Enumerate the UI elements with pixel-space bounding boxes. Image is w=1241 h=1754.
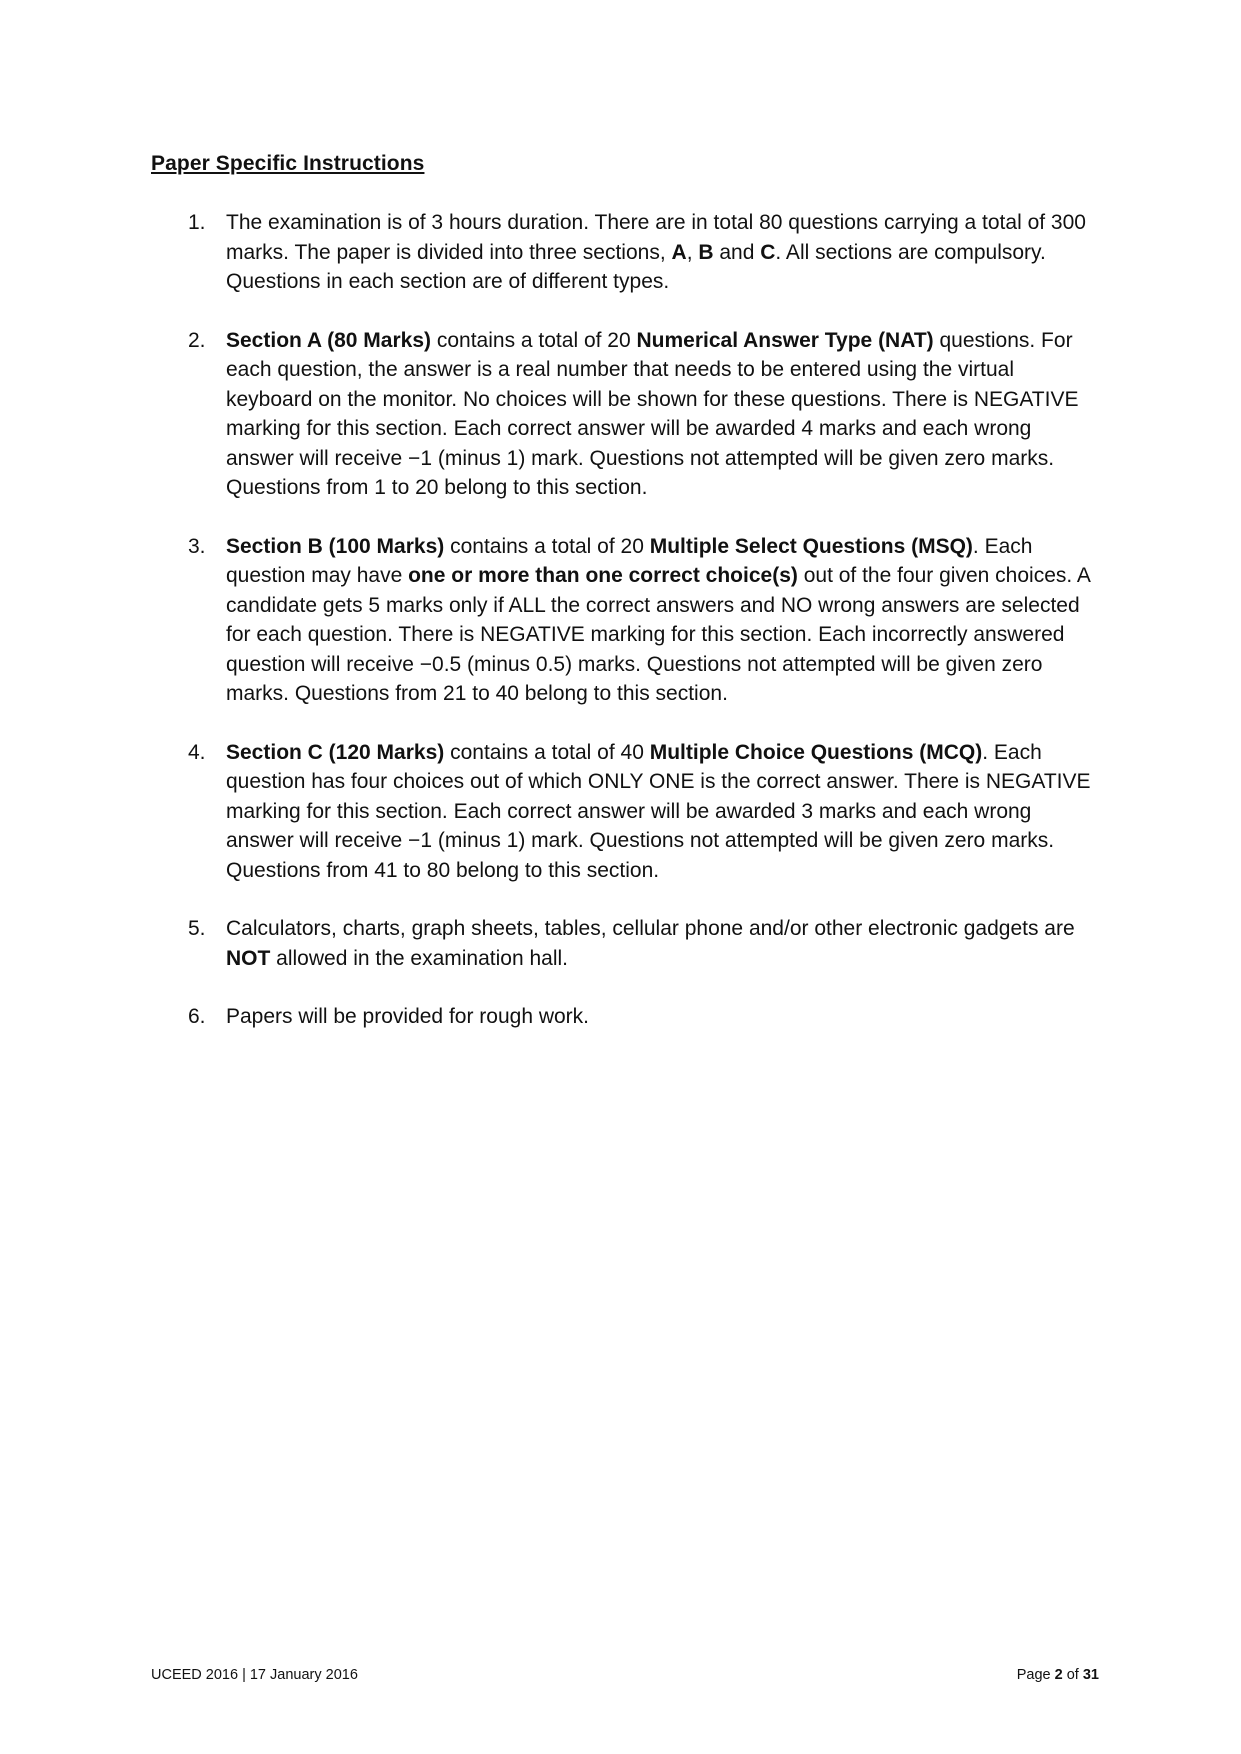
text-run: contains a total of 20 [444, 534, 650, 558]
bold-text: NOT [226, 946, 271, 970]
text-run: out of the four given choices. A candidate gets 5 marks only if ALL the correct answers and NO wrong answers are selected for each question. There is NEGATIVE marking for this section. Each incorrectly answered question will receive −0.5 (minus 0.5) marks. Questions not attempted will be given zero marks. Questions from 21 to 40 belong to this section. [226, 564, 1090, 705]
instruction-list [151, 208, 1103, 1061]
instruction-item [151, 914, 1103, 973]
bold-text: Numerical Answer Type (NAT) [636, 328, 934, 352]
bold-text: C [760, 240, 776, 264]
text-run: allowed in the examination hall. [270, 946, 569, 970]
instruction-text [226, 917, 1075, 970]
text-run: Papers will be provided for rough work. [226, 1005, 590, 1028]
text-run: contains a total of 40 [444, 740, 650, 764]
instruction-item [151, 532, 1103, 709]
instruction-text [226, 211, 1086, 293]
text-run: . All sections are compulsory. Questions in each section are of different types. [226, 240, 1046, 293]
instruction-text [226, 1005, 589, 1028]
instruction-number: 6. [188, 1005, 206, 1028]
instruction-text [226, 329, 1078, 500]
bold-text: Multiple Select Questions (MSQ) [649, 534, 973, 558]
instruction-number: 1. [188, 211, 206, 234]
text-run: The examination is of 3 hours duration. There are in total 80 questions carrying a total of 300 marks. The paper is divided into three sections, [226, 211, 1086, 264]
bold-text: Section B (100 Marks) [226, 534, 445, 558]
bold-text: Section C (120 Marks) [226, 740, 445, 764]
instruction-number: 5. [188, 917, 206, 940]
instruction-number: 2. [188, 328, 206, 352]
text-run: . Each question has four choices out of which ONLY ONE is the correct answer. There is NEGATIVE marking for this section. Each correct answer will be awarded 3 marks and each wrong answer will receive −1 (minus 1) mark. Questions not attempted will be given zero marks. Questions from 41 to 80 belong to this section. [226, 740, 1091, 882]
instruction-item [151, 738, 1103, 886]
footer-exam-date: UCEED 2016 | 17 January 2016 [151, 1667, 358, 1683]
text-run: . Each question may have [226, 534, 1033, 587]
text-run: contains a total of 20 [431, 328, 637, 352]
page-title: Paper Specific Instructions [151, 152, 425, 175]
bold-text: one or more than one correct choice(s) [408, 564, 798, 587]
footer-page-number [1017, 1667, 1099, 1683]
text-run: and [713, 240, 761, 264]
bold-text: A [671, 240, 687, 264]
instruction-text [226, 535, 1090, 706]
text-run: , [686, 240, 699, 264]
bold-text: Section A (80 Marks) [226, 328, 432, 352]
instruction-number: 3. [188, 534, 206, 558]
instruction-item [151, 208, 1103, 297]
page-of: of [1062, 1667, 1083, 1683]
text-run: questions. For each question, the answer is a real number that needs to be entered using the virtual keyboard on the monitor. No choices will be shown for these questions. There is NEGATIVE marking for this section. Each correct answer will be awarded 4 marks and each wrong answer will receive −1 (minus 1) mark. Questions not attempted will be given zero marks. Questions from 1 to 20 belong to this section. [226, 328, 1079, 499]
instruction-item [151, 1002, 1103, 1032]
page-current: 2 [1054, 1667, 1063, 1683]
text-run: Calculators, charts, graph sheets, tables, cellular phone and/or other electronic gadgets are [226, 917, 1075, 940]
page-label: Page [1016, 1667, 1055, 1683]
page-total: 31 [1082, 1667, 1099, 1683]
bold-text: B [698, 240, 714, 264]
bold-text: Multiple Choice Questions (MCQ) [649, 740, 983, 764]
instruction-text [226, 741, 1091, 882]
instruction-number: 4. [188, 740, 206, 764]
instruction-item [151, 326, 1103, 503]
